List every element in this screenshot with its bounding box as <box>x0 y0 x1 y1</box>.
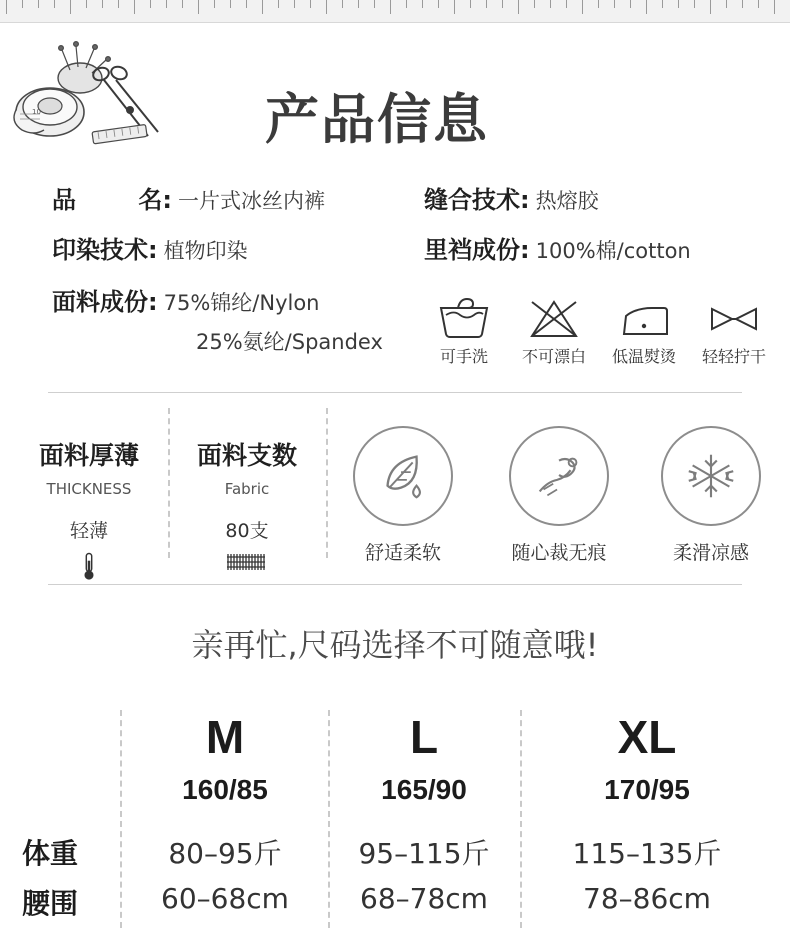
spec-name-label-char1: 品 <box>52 186 76 214</box>
spec-row-fabric <box>52 282 320 317</box>
feature-band <box>0 398 790 576</box>
divider-top <box>48 392 742 393</box>
feature-value: 轻薄 <box>69 520 108 542</box>
feature-subtitle: THICKNESS <box>46 480 132 498</box>
page-header <box>0 22 790 157</box>
care-label: 轻轻拧干 <box>701 347 766 366</box>
spec-name-label-char2: 名: <box>138 186 172 214</box>
size-weight-value: 80–95斤 <box>168 837 282 870</box>
spec-name-value: 一片式冰丝内裤 <box>178 189 325 213</box>
spec-seam-label: 缝合技术: <box>424 186 530 214</box>
size-weight-value: 115–135斤 <box>572 837 722 870</box>
care-instructions <box>424 292 774 378</box>
feature-value: 80支 <box>225 520 269 542</box>
scissors-hand-icon <box>509 426 609 526</box>
thermometer-icon <box>14 551 164 583</box>
feature-thickness <box>14 436 164 583</box>
size-code: 170/95 <box>604 774 690 805</box>
size-waist-value: 68–78cm <box>360 882 488 915</box>
size-column-l <box>330 711 518 806</box>
svg-text:10: 10 <box>32 108 41 116</box>
feature-circle-cool <box>652 426 770 565</box>
spec-gusset-value: 100%棉/cotton <box>535 239 691 263</box>
spec-fabric-value-2: 25%氨纶/Spandex <box>196 330 383 354</box>
feature-separator <box>326 408 328 558</box>
spec-fabric-value-1: 75%锦纶/Nylon <box>163 291 320 315</box>
size-weight-xl <box>522 832 772 872</box>
leaf-drop-icon <box>353 426 453 526</box>
spec-fabric-label: 面料成份: <box>52 288 158 316</box>
gentle-wring-icon <box>694 292 774 344</box>
feature-circle-label: 随心裁无痕 <box>511 542 607 564</box>
sewing-kit-illustration <box>8 40 178 155</box>
spec-print-value: 植物印染 <box>163 239 248 263</box>
fabric-weave-icon <box>176 551 318 573</box>
feature-title: 面料厚薄 <box>38 441 139 470</box>
feature-circle-soft <box>344 426 462 565</box>
no-bleach-icon <box>514 292 594 344</box>
ruler-strip <box>0 0 790 23</box>
spec-row-name <box>52 180 325 215</box>
feature-circle-cut <box>500 426 618 565</box>
size-waist-value: 60–68cm <box>161 882 289 915</box>
care-item <box>604 292 684 378</box>
size-separator <box>120 710 122 928</box>
care-item <box>694 292 774 378</box>
size-column-m <box>124 711 326 806</box>
spec-print-label: 印染技术: <box>52 236 158 264</box>
size-waist-m <box>124 882 326 915</box>
size-code: 165/90 <box>381 774 467 805</box>
low-heat-iron-icon <box>604 292 684 344</box>
size-weight-l <box>330 832 518 872</box>
size-weight-m <box>124 832 326 872</box>
size-row-label-weight: 体重 <box>22 837 79 870</box>
spec-gusset-label: 里裆成份: <box>424 236 530 264</box>
size-notice: 亲再忙,尺码选择不可随意哦! <box>191 626 599 664</box>
size-weight-value: 95–115斤 <box>358 837 490 870</box>
feature-circle-label: 柔滑凉感 <box>672 542 749 564</box>
feature-subtitle: Fabric <box>224 480 270 498</box>
care-label: 不可漂白 <box>521 347 586 366</box>
care-label: 可手洗 <box>439 347 488 366</box>
size-column-xl <box>522 711 772 806</box>
size-name: M <box>205 711 245 763</box>
size-waist-xl <box>522 882 772 915</box>
spec-row-print <box>52 230 248 265</box>
spec-name-label <box>52 180 172 215</box>
care-item <box>424 292 504 378</box>
care-label: 低温熨烫 <box>611 347 676 366</box>
size-code: 160/85 <box>182 774 268 805</box>
hand-wash-icon <box>424 292 504 344</box>
feature-fabric-count <box>176 436 318 573</box>
feature-circle-label: 舒适柔软 <box>364 542 441 564</box>
spec-row-seam <box>424 180 599 215</box>
size-table <box>0 700 790 937</box>
spec-row-gusset <box>424 230 691 265</box>
page-title: 产品信息 <box>265 88 489 151</box>
size-row-label-waist: 腰围 <box>22 887 79 920</box>
size-waist-l <box>330 882 518 915</box>
feature-separator <box>168 408 170 558</box>
size-name: L <box>409 711 439 763</box>
care-item <box>514 292 594 378</box>
spec-seam-value: 热熔胶 <box>535 189 599 213</box>
size-name: XL <box>617 711 677 763</box>
snowflake-icon <box>661 426 761 526</box>
divider-bottom <box>48 584 742 585</box>
size-waist-value: 78–86cm <box>583 882 711 915</box>
feature-title: 面料支数 <box>196 441 297 470</box>
